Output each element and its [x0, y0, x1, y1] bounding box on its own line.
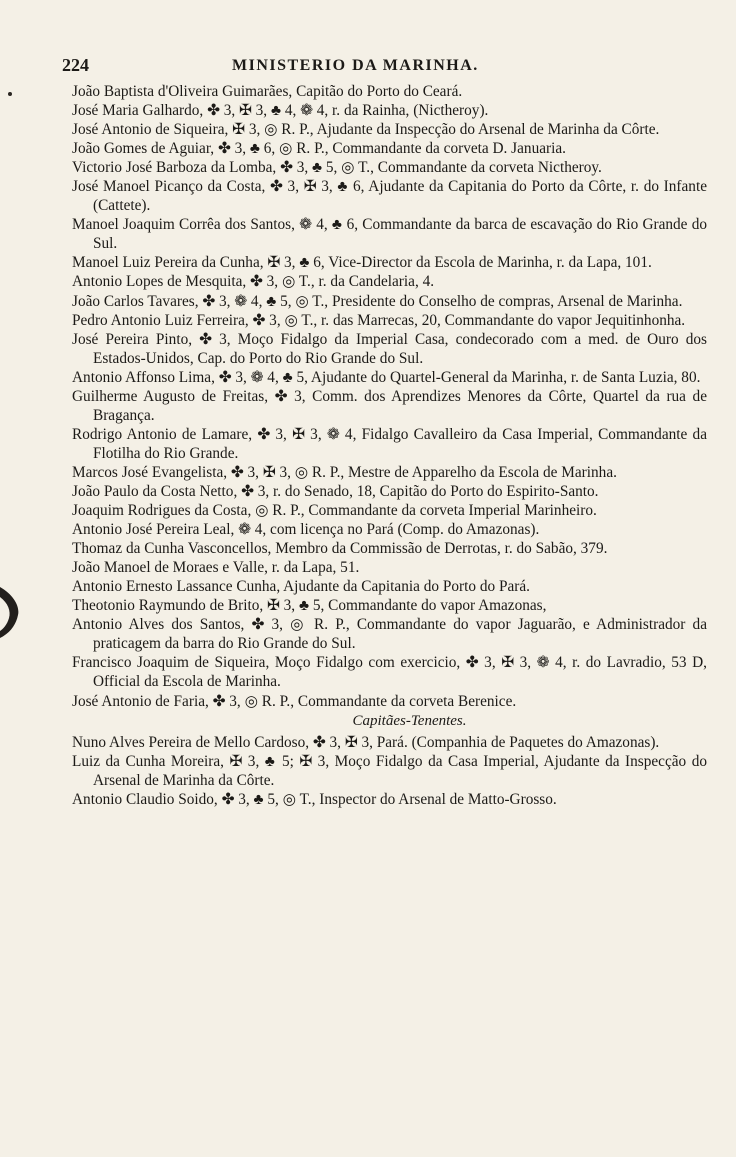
entry: Theotonio Raymundo de Brito, ✠ 3, ♣ 5, Commandante do vapor Amazonas, [72, 597, 547, 615]
entry: Francisco Joaquim de Siqueira, Moço Fidalgo com exercicio, ✤ 3, ✠ 3, ❁ 4, r. do Lavradio, 53 D, Official da Escola de Marinha. [72, 654, 707, 691]
page-header [62, 55, 702, 79]
entry: Joaquim Rodrigues da Costa, ◎ R. P., Commandante da corveta Imperial Marinheiro. [72, 502, 597, 520]
page-number: 224 [62, 55, 89, 75]
entry: Manoel Luiz Pereira da Cunha, ✠ 3, ♣ 6, Vice-Director da Escola de Marinha, r. da Lapa, 101. [72, 254, 652, 272]
entry: José Manoel Picanço da Costa, ✤ 3, ✠ 3, ♣ 6, Ajudante da Capitania do Porto da Côrte, r. do Infante (Cattete). [72, 178, 707, 215]
entry: Guilherme Augusto de Freitas, ✤ 3, Comm. dos Aprendizes Menores da Côrte, Quartel da rua de Bragança. [72, 387, 707, 424]
page-edge-blot [0, 585, 22, 639]
entry: João Gomes de Aguiar, ✤ 3, ♣ 6, ◎ R. P., Commandante da corveta D. Januaria. [72, 140, 566, 158]
entry: Victorio José Barboza da Lomba, ✤ 3, ♣ 5, ◎ T., Commandante da corveta Nictheroy. [72, 159, 602, 177]
entry: Manoel Joaquim Corrêa dos Santos, ❁ 4, ♣ 6, Commandante da barca de escavação do Rio Grande do Sul. [72, 216, 707, 253]
running-title: MINISTERIO DA MARINHA. [232, 57, 479, 74]
entry: José Pereira Pinto, ✤ 3, Moço Fidalgo da Imperial Casa, condecorado com a med. de Ouro dos Estados-Unidos, Cap. do Porto do Rio Grande do Sul. [72, 330, 707, 367]
section-heading: Capitães-Tenentes. [352, 712, 467, 729]
entry: João Carlos Tavares, ✤ 3, ❁ 4, ♣ 5, ◎ T., Presidente do Conselho de compras, Arsenal de Marinha. [72, 292, 683, 310]
entry: Thomaz da Cunha Vasconcellos, Membro da Commissão de Derrotas, r. do Sabão, 379. [72, 540, 608, 558]
entry: João Manoel de Moraes e Valle, r. da Lapa, 51. [72, 559, 360, 577]
entry: Antonio Alves dos Santos, ✤ 3, ◎ R. P., Commandante do vapor Jaguarão, e Administrador da praticagem da barra do Rio Grande do Sul. [72, 616, 707, 653]
entry: Antonio Lopes de Mesquita, ✤ 3, ◎ T., r. da Candelaria, 4. [72, 273, 435, 291]
entry: Antonio José Pereira Leal, ❁ 4, com licença no Pará (Comp. do Amazonas). [72, 521, 540, 539]
entry: João Paulo da Costa Netto, ✤ 3, r. do Senado, 18, Capitão do Porto do Espirito-Santo. [72, 482, 599, 500]
entry: Antonio Ernesto Lassance Cunha, Ajudante da Capitania do Porto do Pará. [72, 578, 530, 596]
entry: Antonio Affonso Lima, ✤ 3, ❁ 4, ♣ 5, Ajudante do Quartel-General da Marinha, r. de Santa Luzia, 80. [72, 368, 701, 386]
entry: Rodrigo Antonio de Lamare, ✤ 3, ✠ 3, ❁ 4, Fidalgo Cavalleiro da Casa Imperial, Commandante da Flotilha do Rio Grande. [72, 425, 707, 462]
entry: Marcos José Evangelista, ✤ 3, ✠ 3, ◎ R. P., Mestre de Apparelho da Escola de Marinha. [72, 463, 617, 481]
entry-list [72, 82, 707, 809]
entry: José Antonio de Faria, ✤ 3, ◎ R. P., Commandante da corveta Berenice. [72, 692, 517, 710]
entry: Nuno Alves Pereira de Mello Cardoso, ✤ 3, ✠ 3, Pará. (Companhia de Paquetes do Amazonas). [72, 733, 660, 751]
entry: Luiz da Cunha Moreira, ✠ 3, ♣ 5; ✠ 3, Moço Fidalgo da Casa Imperial, Ajudante da Inspecção do Arsenal de Marinha da Côrte. [72, 752, 707, 789]
ink-speck [8, 92, 12, 96]
entry: José Maria Galhardo, ✤ 3, ✠ 3, ♣ 4, ❁ 4, r. da Rainha, (Nictheroy). [72, 102, 489, 120]
entry: Pedro Antonio Luiz Ferreira, ✤ 3, ◎ T., r. das Marrecas, 20, Commandante do vapor Jequitinhonha. [72, 311, 686, 329]
entry: Antonio Claudio Soido, ✤ 3, ♣ 5, ◎ T., Inspector do Arsenal de Matto-Grosso. [72, 790, 557, 808]
entry: José Antonio de Siqueira, ✠ 3, ◎ R. P., Ajudante da Inspecção do Arsenal de Marinha da Côrte. [72, 121, 660, 139]
entry: João Baptista d'Oliveira Guimarães, Capitão do Porto do Ceará. [72, 83, 463, 100]
